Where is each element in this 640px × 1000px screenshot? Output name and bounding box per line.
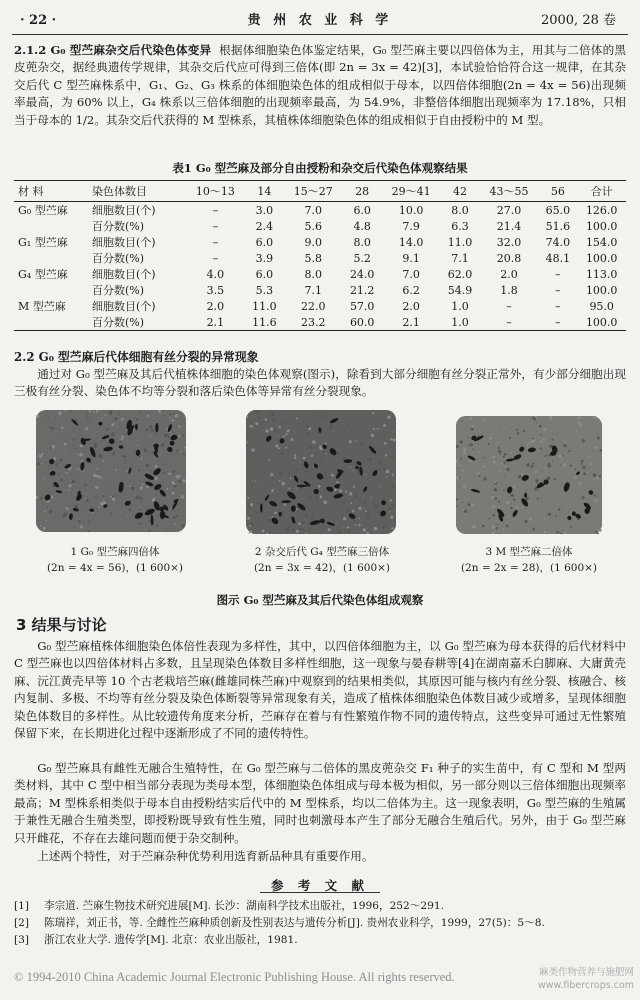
- table-cell: 126.0: [585, 203, 618, 217]
- table-cell: 100.0: [585, 315, 618, 329]
- col-header: 10～13: [186, 181, 245, 202]
- section-2-2-body: 通过对 G₀ 型苎麻及其后代植株体细胞的染色体观察(图示)，除看到大部分细胞有丝分裂正常外，有少部分细胞出现三极有丝分裂、染色体不均等分裂和落后染色体等异常有丝分裂现象。: [14, 367, 626, 399]
- table-cell: 6.2: [402, 283, 420, 297]
- col-header: 材 料: [14, 181, 90, 202]
- watermark-site-name: 麻类作物营养与施肥网: [538, 967, 634, 978]
- table-cell: 57.0: [349, 299, 375, 313]
- table-cell: 百分数(%): [92, 220, 145, 233]
- table-cell: 8.0: [304, 267, 323, 281]
- table-cell: 11.0: [447, 235, 473, 249]
- table-cell: –: [212, 251, 219, 265]
- table-cell: 62.0: [447, 267, 473, 281]
- table-cell: 51.6: [545, 219, 571, 233]
- col-header: 28: [343, 181, 382, 202]
- table-cell: 2.1: [206, 315, 225, 329]
- journal-title: 贵 州 农 业 科 学: [247, 13, 393, 28]
- table-cell: 9.1: [402, 251, 420, 265]
- col-header: 合计: [577, 181, 626, 202]
- table-cell: G₀ 型苎麻: [18, 204, 68, 217]
- section-3-paragraph-1: G₀ 型苎麻植株体细胞染色体倍性表现为多样性，其中，以四倍体细胞为主，以 G₀ 型苎麻为母本获得的后代材料中 C 型苎麻也以四倍体材料占多数，且呈现染色体数目多样性细胞，这一现象与晏春耕等[4]在湖南嘉禾白脚麻、大庸黄壳麻、沅江黄壳早等 10 个古老栽培苎麻(雌雄同株苎麻)中观察到的结果相类似，其原因可能与核内有丝分裂、核融合、核内复制、多极、不均等有丝分裂及染色体断裂等异常现象有关，造成了植株体细胞染色体数目减少或增多，呈现体细胞染色体数目的多样性。从比较遗传角度来分析，苎麻存在着与有性繁殖作物不同的遗传特点，这些变异可通过无性繁殖保留下来，在长期进化过程中逐渐形成了不同的遗传特性。: [14, 639, 626, 741]
- col-header: 29～41: [382, 181, 441, 202]
- table-row: [14, 202, 626, 219]
- table-cell: 细胞数目(个): [92, 204, 156, 217]
- table-row: [14, 298, 626, 314]
- table-cell: G₄ 型苎麻: [18, 268, 68, 281]
- table-cell: 4.0: [206, 267, 225, 281]
- table-cell: 48.1: [545, 251, 571, 265]
- figure-caption: 图示 G₀ 型苎麻及其后代染色体组成观察: [216, 593, 424, 607]
- table-cell: 7.1: [304, 283, 323, 297]
- section-2-1-2-body: 根据体细胞染色体鉴定结果，G₀ 型苎麻主要以四倍体为主，用其与二倍体的黑皮蔸杂交，据经典遗传学规律，其杂交后代应可得到三倍体(即 2n = 3x = 42)[3]，本试验恰恰符合这一规律，在其杂交后代 C 型苎麻株系中，G₁、G₂、G₃ 株系的体细胞染色体的组成相似于母本，以四倍体细胞(2n = 4x = 56)出现频率最高，为 60% 以上，G₄ 株系以三倍体细胞的出现频率最高，为 54.9%，非整倍体细胞出现频率为 17.18%，只相当于母本的 1/2。其杂交后代获得的 M 型株系，其植株体细胞染色体的组成相似于自由授粉中的 M 型。: [14, 43, 626, 127]
- section-3-paragraph-2: G₀ 型苎麻具有雌性无融合生殖特性，在 G₀ 型苎麻与二倍体的黑皮蔸杂交 F₁ 种子的实生苗中，有 C 型和 M 型两类材料，其中 C 型中相当部分表现为类母本型，体细胞染色体组成与母本极为相似，另一部分则以三倍体细胞出现频率最高；M 型株系相类似于母本自由授粉结实后代中的 M 型株系，均以二倍体为主。这一现象表明，G₀ 型苎麻的生殖属于兼性无融合生殖类型，即授粉既导致有性生殖，同时也刺激母本产生了部分无融合生殖后代。另外，由于 G₀ 型苎麻只开雌花，不存在去雄问题而便于杂交制种。: [14, 761, 626, 845]
- table-row: [14, 266, 626, 282]
- table-row: [14, 250, 626, 266]
- table-cell: 22.0: [301, 299, 326, 313]
- section-3-paragraph-3: 上述两个特性，对于苎麻杂种优势利用选育新品种具有重要作用。: [37, 849, 374, 863]
- table-cell: 2.0: [402, 299, 420, 313]
- table-cell: 5.3: [255, 283, 274, 297]
- section-3-heading: 3 结果与讨论: [16, 616, 107, 634]
- table-cell: 113.0: [585, 267, 618, 281]
- table-row: [14, 218, 626, 234]
- table-cell: –: [555, 267, 561, 281]
- table-cell: 60.0: [349, 315, 375, 329]
- panel-2-caption: [222, 544, 422, 576]
- panel-3-detail: (2n = 2x = 28)，(1 600×): [460, 562, 598, 574]
- running-header: [12, 8, 628, 35]
- table-cell: 24.0: [349, 267, 375, 281]
- table-body: [14, 202, 626, 331]
- chromosome-table: [14, 180, 626, 331]
- section-2-1-2-heading: 2.1.2 G₀ 型苎麻杂交后代染色体变异: [14, 43, 212, 57]
- table-row: [14, 282, 626, 298]
- table-cell: [14, 282, 90, 298]
- table-cell: 21.2: [349, 283, 375, 297]
- reference-item: [3] 浙江农业大学. 遗传学[M]. 北京：农业出版社，1981.: [14, 934, 298, 946]
- table-cell: 7.0: [304, 203, 323, 217]
- panel-2-title: 2 杂交后代 G₄ 型苎麻三倍体: [254, 546, 390, 558]
- table-cell: 2.4: [255, 219, 274, 233]
- table-cell: 7.9: [402, 219, 420, 233]
- table-cell: G₁ 型苎麻: [18, 236, 68, 249]
- table-cell: 6.3: [451, 219, 469, 233]
- table-cell: 100.0: [585, 251, 618, 265]
- col-header: 56: [538, 181, 577, 202]
- table-cell: –: [555, 283, 561, 297]
- reference-list: [14, 898, 626, 949]
- chromosome-spread-image: [246, 410, 396, 534]
- table-cell: 11.0: [252, 299, 277, 313]
- panel-2-detail: (2n = 3x = 42)，(1 600×): [253, 562, 391, 574]
- references-heading: 参 考 文 献: [270, 878, 370, 893]
- micrograph-triploid: [246, 410, 396, 534]
- micrograph-tetraploid: [36, 410, 186, 532]
- panel-1-title: 1 G₀ 型苎麻四倍体: [70, 546, 160, 558]
- table-cell: –: [212, 219, 219, 233]
- table-cell: 1.8: [500, 283, 518, 297]
- table-cell: 21.4: [496, 219, 522, 233]
- table-cell: –: [212, 203, 219, 217]
- table-cell: 95.0: [589, 299, 614, 313]
- table-cell: 100.0: [585, 283, 618, 297]
- table-cell: 1.0: [451, 315, 469, 329]
- watermark: [538, 966, 634, 992]
- chromosome-spread-image: [36, 410, 186, 532]
- table-cell: 2.0: [206, 299, 225, 313]
- table-cell: 54.9: [447, 283, 473, 297]
- table-cell: –: [506, 299, 512, 313]
- table-cell: 10.0: [398, 203, 424, 217]
- table-cell: [14, 218, 90, 234]
- table-cell: 14.0: [398, 235, 424, 249]
- table-cell: 5.2: [353, 251, 371, 265]
- col-header: 42: [441, 181, 480, 202]
- watermark-url: www.fibercrops.com: [537, 980, 634, 991]
- table-cell: [14, 250, 90, 266]
- table-cell: 2.1: [402, 315, 420, 329]
- table-row: [14, 234, 626, 250]
- reference-item: [1] 李宗道. 苎麻生物技术研究进展[M]. 长沙：湖南科学技术出版社，1996，252～291.: [14, 900, 444, 912]
- panel-1-detail: (2n = 4x = 56)，(1 600×): [46, 562, 184, 574]
- micrograph-diploid: [456, 416, 602, 534]
- panel-3-title: 3 M 型苎麻二倍体: [485, 546, 573, 558]
- references-rule: [260, 892, 380, 893]
- table-cell: 11.6: [252, 315, 277, 329]
- table-1-caption: 表1 G₀ 型苎麻及部分自由授粉和杂交后代染色体观察结果: [172, 161, 468, 175]
- table-cell: 细胞数目(个): [92, 300, 156, 313]
- col-header: 14: [245, 181, 284, 202]
- table-cell: –: [212, 235, 219, 249]
- table-cell: –: [506, 315, 512, 329]
- table-cell: 细胞数目(个): [92, 268, 156, 281]
- table-cell: 154.0: [585, 235, 618, 249]
- table-cell: 3.5: [206, 283, 225, 297]
- table-cell: 细胞数目(个): [92, 236, 156, 249]
- table-cell: 百分数(%): [92, 316, 145, 329]
- volume-info: 2000, 28 卷: [540, 13, 616, 28]
- table-cell: 8.0: [451, 203, 469, 217]
- col-header: 43～55: [480, 181, 539, 202]
- section-2-2-heading: 2.2 G₀ 型苎麻后代体细胞有丝分裂的异常现象: [14, 350, 259, 364]
- table-cell: 5.8: [304, 251, 323, 265]
- table-cell: 1.0: [451, 299, 469, 313]
- table-cell: 8.0: [353, 235, 371, 249]
- table-cell: 27.0: [496, 203, 522, 217]
- table-cell: M 型苎麻: [18, 300, 66, 313]
- table-cell: 74.0: [545, 235, 571, 249]
- table-cell: 7.0: [402, 267, 420, 281]
- table-cell: 3.9: [255, 251, 274, 265]
- table-cell: 100.0: [585, 219, 618, 233]
- table-cell: –: [555, 299, 561, 313]
- table-cell: 9.0: [304, 235, 323, 249]
- col-header: 15～27: [284, 181, 343, 202]
- page-number: · 22 ·: [20, 13, 57, 28]
- table-cell: 百分数(%): [92, 284, 145, 297]
- table-cell: 3.0: [255, 203, 274, 217]
- table-cell: 6.0: [255, 235, 274, 249]
- table-cell: 7.1: [451, 251, 469, 265]
- panel-3-caption: [434, 544, 624, 576]
- table-cell: 5.6: [304, 219, 323, 233]
- chromosome-spread-image: [456, 416, 602, 534]
- table-cell: 6.0: [353, 203, 371, 217]
- table-cell: 20.8: [496, 251, 522, 265]
- copyright-footer: © 1994-2010 China Academic Journal Electronic Publishing House. All rights reserved.: [14, 970, 455, 984]
- panel-1-caption: [20, 544, 210, 576]
- table-cell: –: [555, 315, 561, 329]
- table-cell: 23.2: [301, 315, 326, 329]
- table-cell: 6.0: [255, 267, 274, 281]
- table-cell: 4.8: [353, 219, 371, 233]
- table-header-row: [14, 181, 626, 202]
- section-2-1-2: [14, 42, 626, 129]
- table-cell: 2.0: [500, 267, 518, 281]
- reference-item: [2] 陈瑞祥，刘正书，等. 全雌性苎麻种质创新及性别表达与遗传分析[J]. 贵州农业科学，1999，27(5)：5～8.: [14, 917, 545, 929]
- col-header: 染色体数目: [90, 181, 186, 202]
- table-cell: 百分数(%): [92, 252, 145, 265]
- table-cell: 65.0: [545, 203, 571, 217]
- table-row: [14, 314, 626, 331]
- table-cell: 32.0: [496, 235, 522, 249]
- table-cell: [14, 314, 90, 331]
